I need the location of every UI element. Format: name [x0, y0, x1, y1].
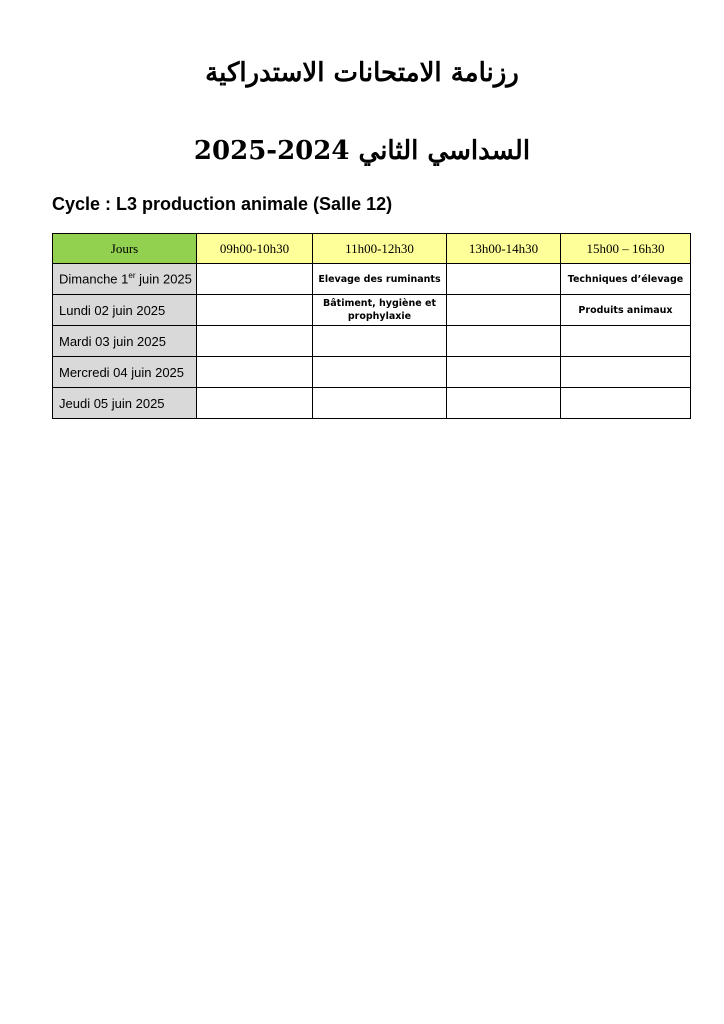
exam-schedule-table — [52, 233, 691, 419]
exam-cell — [561, 357, 691, 388]
exam-cell — [313, 326, 447, 357]
exam-cell — [197, 326, 313, 357]
exam-cell — [197, 264, 313, 295]
table-header-row — [53, 234, 691, 264]
day-cell — [53, 264, 197, 295]
exam-cell: Produits animaux — [561, 295, 691, 326]
day-cell: Mardi 03 juin 2025 — [53, 326, 197, 357]
header-slot-2: 11h00-12h30 — [313, 234, 447, 264]
table-row — [53, 326, 691, 357]
day-cell: Lundi 02 juin 2025 — [53, 295, 197, 326]
exam-cell — [197, 295, 313, 326]
cycle-label: Cycle : L3 production animale (Salle 12) — [52, 194, 393, 214]
header-jours: Jours — [53, 234, 197, 264]
document-title: رزنامة الامتحانات الاستدراكية — [205, 58, 519, 88]
day-cell: Mercredi 04 juin 2025 — [53, 357, 197, 388]
header-slot-3: 13h00-14h30 — [447, 234, 561, 264]
table-row — [53, 357, 691, 388]
exam-cell — [447, 357, 561, 388]
exam-cell: Elevage des ruminants — [313, 264, 447, 295]
exam-cell — [313, 357, 447, 388]
table-row — [53, 388, 691, 419]
exam-cell — [447, 326, 561, 357]
exam-cell — [561, 326, 691, 357]
header-slot-1: 09h00-10h30 — [197, 234, 313, 264]
exam-cell — [197, 388, 313, 419]
exam-cell: Bâtiment, hygiène et prophylaxie — [313, 295, 447, 326]
exam-cell — [447, 295, 561, 326]
exam-cell — [447, 388, 561, 419]
day-ordinal-suffix: er — [128, 271, 136, 281]
day-label-part: Dimanche 1 — [59, 271, 129, 287]
day-cell: Jeudi 05 juin 2025 — [53, 388, 197, 419]
semester-title: السداسي الثاني 2024-2025 — [193, 136, 531, 166]
exam-cell — [313, 388, 447, 419]
header-slot-4: 15h00 – 16h30 — [561, 234, 691, 264]
table-row — [53, 264, 691, 295]
exam-cell: Techniques d’élevage — [561, 264, 691, 295]
exam-cell — [561, 388, 691, 419]
table-row — [53, 295, 691, 326]
exam-cell — [447, 264, 561, 295]
day-label-part: juin 2025 — [135, 271, 192, 287]
exam-cell — [197, 357, 313, 388]
